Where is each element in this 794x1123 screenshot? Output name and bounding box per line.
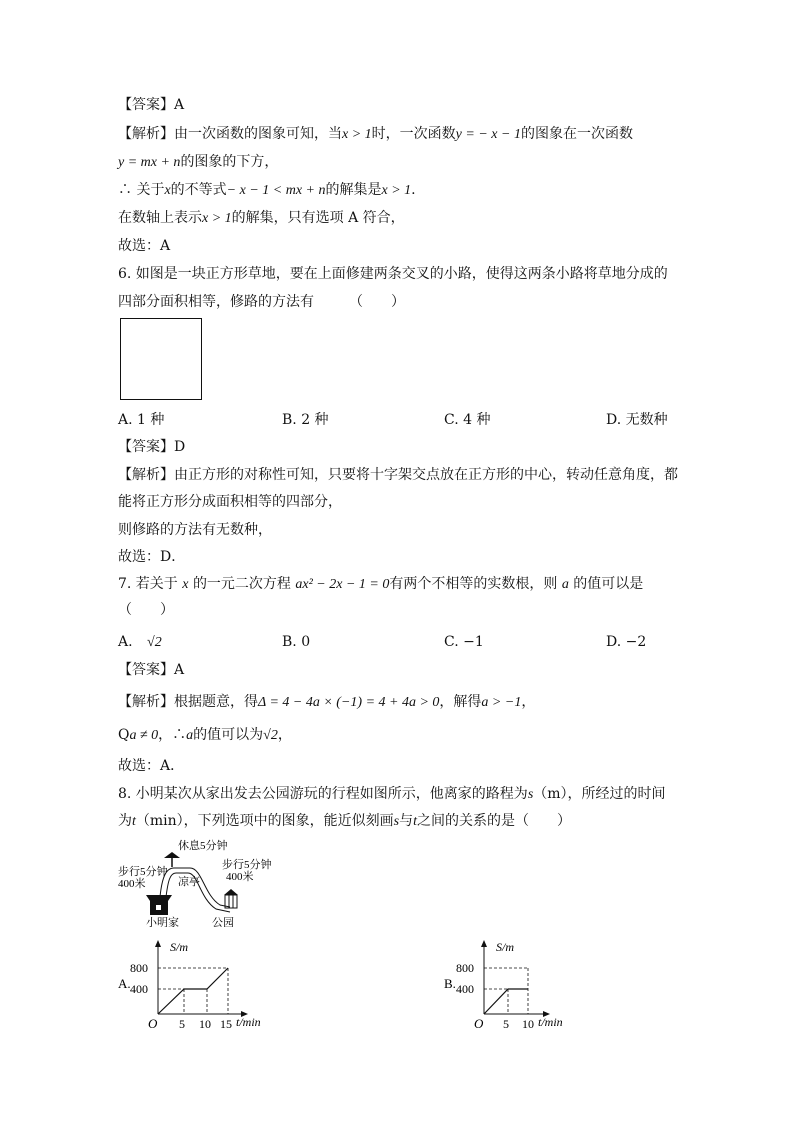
walk-left-label-1: 步行5分钟 [118,866,168,878]
analysis-7-line-2 [118,725,292,746]
math-expression: y = mx + n [118,155,181,170]
y-tick-400: 400 [456,982,474,996]
stem-text: （min），下列选项中的图象，能近似刻画 [135,813,394,829]
analysis-text: ∴ 关于 [118,182,165,198]
park-label: 公园 [212,917,234,927]
analysis-5-line-2 [118,152,278,173]
conclusion-7: 故选：A． [118,758,185,774]
analysis-text: ， [277,727,292,743]
analysis-text: ，∴ [158,727,187,743]
question-6-stem-1: 6. 如图是一块正方形草地，要在上面修建两条交叉的小路，使得这两条小路将草地分成的 [118,266,668,282]
stem-text: （m），所经过的时间 [533,786,666,802]
math-expression: s [527,787,534,802]
graph-a [116,938,276,1030]
math-expression: x > 1 [202,211,232,226]
option-7a [118,632,162,653]
option-6b: B. 2 种 [282,412,329,428]
option-letter: A. [118,634,133,650]
question-8-stem-2 [118,811,571,832]
math-expression: a > −1 [481,695,522,710]
option-7d: D. −2 [606,634,647,650]
analysis-text: 【解析】根据题意，得 [118,694,258,710]
option-label: B. [444,976,456,991]
stem-text: 为 [118,813,132,829]
x-tick-10: 10 [199,1017,211,1030]
math-expression: − x − 1 < mx + n [226,183,326,198]
house-roof-icon [146,895,172,901]
origin-label: O [148,1016,158,1030]
analysis-text: Q [118,727,130,743]
walk-left-label-2: 400米 [118,878,146,890]
question-7-stem-1 [118,574,643,595]
math-expression: a ≠ 0 [129,728,159,743]
origin-label: O [474,1016,484,1030]
math-expression: x > 1 [381,183,412,198]
conclusion-5: 故选：A [118,238,171,254]
option-6c: C. 4 种 [444,412,491,428]
stem-text: 7. 若关于 [118,576,178,592]
analysis-text: 的解集是 [325,182,382,198]
option-7c: C. −1 [444,634,484,650]
analysis-text: 时，一次函数 [371,126,456,142]
x-tick-10: 10 [522,1017,534,1030]
analysis-text: . [411,182,416,198]
distance-time-line [484,989,528,1014]
stem-text: 的一元二次方程 [192,576,291,592]
math-expression: s [393,814,400,829]
y-tick-400: 400 [130,982,148,996]
math-expression: Δ = 4 − 4a × (−1) = 4 + 4a > 0 [258,695,440,710]
question-8-stem-1 [118,784,666,805]
stem-text: 之间的关系的是（ ） [417,813,572,829]
answer-7: 【答案】A [118,662,185,678]
y-axis-arrow [481,940,487,947]
stem-text: 8. 小明某次从家出发去公园游玩的行程如图所示，他离家的路程为 [118,786,528,802]
analysis-text: 【解析】由一次函数的图象可知，当 [118,126,342,142]
option-6d: D. 无数种 [606,412,668,428]
pavilion-label: 凉亭 [178,876,200,888]
y-axis-arrow [155,940,161,947]
rest-label: 休息5分钟 [178,840,228,852]
analysis-text: ，解得 [439,694,482,710]
sqrt-expression: √2 [147,635,162,650]
pavilion-roof-icon [164,852,180,858]
x-axis-label: t/min [538,1015,563,1029]
conclusion-6: 故选：D． [118,549,186,565]
x-axis-label: t/min [236,1015,261,1029]
park-gate-icon [224,889,238,895]
option-6a: A. 1 种 [118,412,165,428]
analysis-6-line-1: 【解析】由正方形的对称性可知，只要将十字架交点放在正方形的中心，转动任意角度，都 [118,467,678,483]
square-lawn-figure [120,318,202,400]
x-tick-5: 5 [503,1017,509,1030]
graph-b [442,938,582,1030]
math-expression: a [561,577,569,592]
walk-right-label-2: 400米 [226,871,254,883]
question-7-stem-2: （ ） [118,602,174,618]
x-tick-5: 5 [179,1017,185,1030]
math-expression: a [186,728,194,743]
house-window-icon [156,905,161,910]
y-tick-800: 800 [130,961,148,975]
answer-6: 【答案】D [118,439,186,455]
math-expression: y = − x − 1 [455,127,521,142]
analysis-5-line-1 [118,124,633,145]
stem-text: 的值可以是 [573,576,644,592]
analysis-6-line-2: 能将正方形分成面积相等的四部分， [118,494,342,510]
math-expression: x > 1 [342,127,372,142]
analysis-7-line-1 [118,692,535,713]
analysis-5-line-3 [118,180,416,201]
analysis-text: 的解集，只有选项 A 符合， [231,210,405,226]
analysis-text: 在数轴上表示 [118,210,202,226]
walk-right-label-1: 步行5分钟 [222,859,272,871]
sqrt-expression: √2 [263,728,278,743]
analysis-text: ， [521,694,536,710]
math-expression: x [182,577,189,592]
math-expression: ax² − 2x − 1 = 0 [295,577,390,592]
question-6-stem-2: 四部分面积相等，修路的方法有 （ ） [118,294,405,310]
analysis-text: 的图象的下方， [180,154,279,170]
home-label: 小明家 [146,917,179,927]
y-axis-label: S/m [496,940,514,954]
math-expression: t [413,814,418,829]
math-expression: t [132,814,136,829]
option-7b: B. 0 [282,634,311,650]
route-figure [112,835,282,927]
analysis-6-line-3: 则修路的方法有无数种， [118,522,272,538]
stem-text: 与 [399,813,414,829]
math-expression: x [164,183,171,198]
option-label: A. [118,976,131,991]
y-axis-label: S/m [170,940,188,954]
answer-5: 【答案】A [118,97,185,113]
analysis-text: 的不等式 [170,182,227,198]
distance-time-line [158,968,228,1014]
analysis-text: 的值可以为 [193,727,264,743]
x-tick-15: 15 [220,1017,232,1030]
y-tick-800: 800 [456,961,474,975]
analysis-text: 的图象在一次函数 [520,126,633,142]
analysis-5-line-4 [118,208,405,229]
stem-text: 有两个不相等的实数根，则 [389,576,558,592]
